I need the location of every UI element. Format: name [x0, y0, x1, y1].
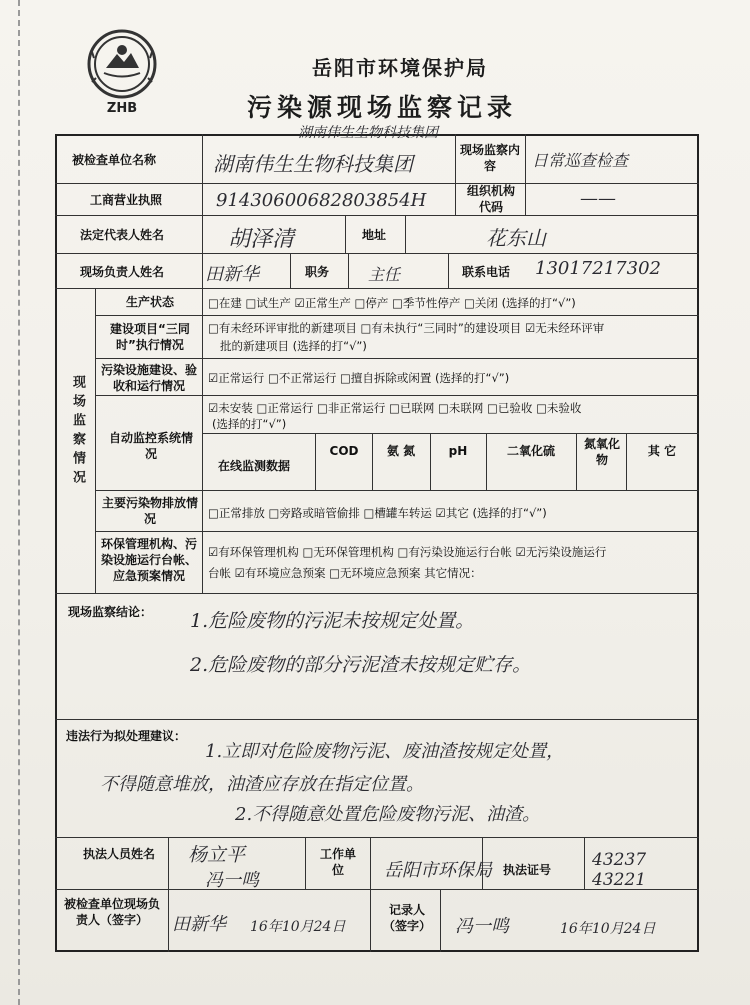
label-env-management: 环保管理机构、污染设施运行台帐、应急预案情况 — [100, 537, 197, 583]
label-business-license: 工商营业执照 — [90, 193, 163, 207]
auto-monitor-options[interactable]: ☑未安装 □正常运行 □非正常运行 □已联网 □未联网 □已验收 □未验收 — [208, 401, 582, 415]
col-line — [430, 433, 431, 490]
row-line — [55, 837, 699, 838]
handwritten-officer-1[interactable]: 杨立平 — [188, 844, 246, 866]
col-line — [525, 134, 526, 215]
label-law-officer: 执法人员姓名 — [82, 847, 155, 861]
handwritten-license-1[interactable]: 43237 — [592, 850, 647, 870]
handwritten-unit-name-above: 湖南伟生生物科技集团 — [298, 125, 438, 141]
col-line — [448, 253, 449, 288]
col-line — [315, 433, 316, 490]
logo-text: ZHB — [106, 101, 138, 116]
col-line — [168, 837, 169, 952]
row-line — [95, 315, 699, 316]
label-inspection-content: 现场监察内容 — [460, 143, 521, 173]
col-line — [290, 253, 291, 288]
monitor-col-ph: pH — [448, 444, 468, 458]
row-line — [95, 531, 699, 532]
col-line — [370, 837, 371, 952]
auto-monitor-options-cont: (选择的打“√”) — [212, 417, 287, 431]
label-three-simultaneous: 建设项目“三同时”执行情况 — [110, 322, 190, 352]
label-online-data: 在线监测数据 — [218, 459, 291, 473]
handwritten-conclusion-1[interactable]: 1.危险废物的污泥未按规定处置。 — [190, 610, 475, 632]
org-name: 岳阳市环境保护局 — [312, 56, 488, 80]
col-line — [95, 288, 96, 593]
handwritten-unit-sign[interactable]: 田新华 — [172, 914, 226, 935]
three-simul-options-cont: 批的新建项目 (选择的打“√”) — [220, 339, 367, 353]
col-line — [305, 837, 306, 889]
label-conclusion: 现场监察结论： — [68, 605, 153, 619]
handwritten-suggestion-3[interactable]: 2.不得随意处置危险废物污泥、油渣。 — [235, 804, 541, 825]
col-line — [584, 837, 585, 889]
monitor-col-so2: 二氧化硫 — [506, 444, 555, 458]
row-line — [95, 395, 699, 396]
label-main-pollutant: 主要污染物排放情况 — [101, 496, 198, 526]
pollutant-options[interactable]: □正常排放 □旁路或暗管偷排 □槽罐车转运 ☑其它 (选择的打“√”) — [208, 506, 547, 520]
col-line — [372, 433, 373, 490]
label-recorder: 记录人（签字） — [382, 903, 431, 933]
row-line — [55, 183, 699, 184]
handwritten-inspection-content[interactable]: 日常巡查检查 — [532, 151, 629, 170]
zhb-logo — [84, 28, 160, 116]
label-position: 职务 — [305, 265, 330, 279]
monitor-col-nox: 氮氧化物 — [583, 437, 620, 467]
form-title: 污染源现场监察记录 — [246, 93, 517, 122]
row-line — [55, 719, 699, 720]
binding-margin — [18, 0, 20, 1005]
label-phone: 联系电话 — [462, 265, 511, 279]
col-line — [348, 253, 349, 288]
row-line — [55, 253, 699, 254]
facility-options[interactable]: ☑正常运行 □不正常运行 □擅自拆除或闲置 (选择的打“√”) — [208, 371, 510, 385]
label-org-code: 组织机构代码 — [466, 184, 515, 214]
label-suggestion: 违法行为拟处理建议： — [66, 729, 187, 743]
handwritten-phone[interactable]: 13017217302 — [535, 258, 661, 279]
production-options[interactable]: □在建 □试生产 ☑正常生产 □停产 □季节性停产 □关闭 (选择的打“√”) — [208, 296, 576, 310]
handwritten-unit-date[interactable]: 16年10月24日 — [250, 919, 346, 935]
col-line — [626, 433, 627, 490]
handwritten-recorder-sign[interactable]: 冯一鸣 — [455, 916, 509, 937]
handwritten-business-license[interactable]: 91430600682803854H — [216, 190, 427, 211]
label-auto-monitor: 自动监控系统情况 — [108, 431, 193, 461]
label-license-no: 执法证号 — [503, 863, 552, 877]
monitor-col-other: 其 它 — [647, 444, 677, 458]
monitor-col-ammonia: 氨 氮 — [386, 444, 416, 458]
row-line — [55, 593, 699, 594]
col-line — [440, 889, 441, 952]
col-line — [486, 433, 487, 490]
col-line — [576, 433, 577, 490]
label-legal-rep: 法定代表人姓名 — [80, 228, 165, 242]
row-line — [95, 490, 699, 491]
handwritten-address[interactable]: 花东山 — [486, 226, 546, 250]
handwritten-work-unit[interactable]: 岳阳市环保局 — [384, 860, 492, 881]
label-production-status: 生产状态 — [125, 295, 174, 309]
three-simul-options[interactable]: □有未经环评审批的新建项目 □有未执行“三同时”的建设项目 ☑无未经环评审 — [208, 321, 605, 335]
label-unit-signer: 被检查单位现场负责人（签字） — [63, 897, 160, 927]
handwritten-license-2[interactable]: 43221 — [592, 870, 647, 890]
mgmt-options[interactable]: ☑有环保管理机构 □无环保管理机构 □有污染设施运行台帐 ☑无污染设施运行 — [208, 545, 607, 559]
col-line — [202, 288, 203, 593]
col-line — [345, 215, 346, 253]
label-pollution-facility: 污染设施建设、验收和运行情况 — [100, 363, 197, 393]
label-address: 地址 — [362, 228, 387, 242]
handwritten-recorder-date[interactable]: 16年10月24日 — [560, 921, 656, 937]
row-line — [55, 288, 699, 289]
handwritten-org-code[interactable]: —— — [580, 188, 616, 209]
handwritten-position[interactable]: 主任 — [368, 265, 401, 284]
row-line — [202, 433, 699, 434]
row-line — [95, 358, 699, 359]
col-line — [202, 134, 203, 288]
col-line — [455, 134, 456, 215]
handwritten-officer-2[interactable]: 冯一鸣 — [205, 870, 259, 891]
mgmt-options-cont[interactable]: 台帐 ☑有环境应急预案 □无环境应急预案 其它情况： — [208, 566, 482, 580]
label-inspected-unit: 被检查单位名称 — [72, 153, 157, 167]
handwritten-site-manager[interactable]: 田新华 — [205, 264, 259, 285]
handwritten-suggestion-1[interactable]: 1.立即对危险废物污泥、废油渣按规定处置， — [205, 741, 565, 762]
handwritten-legal-rep[interactable]: 胡泽清 — [228, 227, 295, 252]
label-work-unit: 工作单位 — [319, 847, 356, 877]
label-site-manager: 现场负责人姓名 — [80, 265, 165, 279]
section-site-inspection: 现场监察情况 — [70, 375, 85, 489]
row-line — [55, 215, 699, 216]
col-line — [405, 215, 406, 253]
handwritten-suggestion-2[interactable]: 不得随意堆放，油渣应存放在指定位置。 — [100, 774, 424, 795]
handwritten-unit-name[interactable]: 湖南伟生生物科技集团 — [213, 152, 413, 176]
handwritten-conclusion-2[interactable]: 2.危险废物的部分污泥渣未按规定贮存。 — [190, 654, 532, 676]
monitor-col-cod: COD — [329, 444, 359, 458]
